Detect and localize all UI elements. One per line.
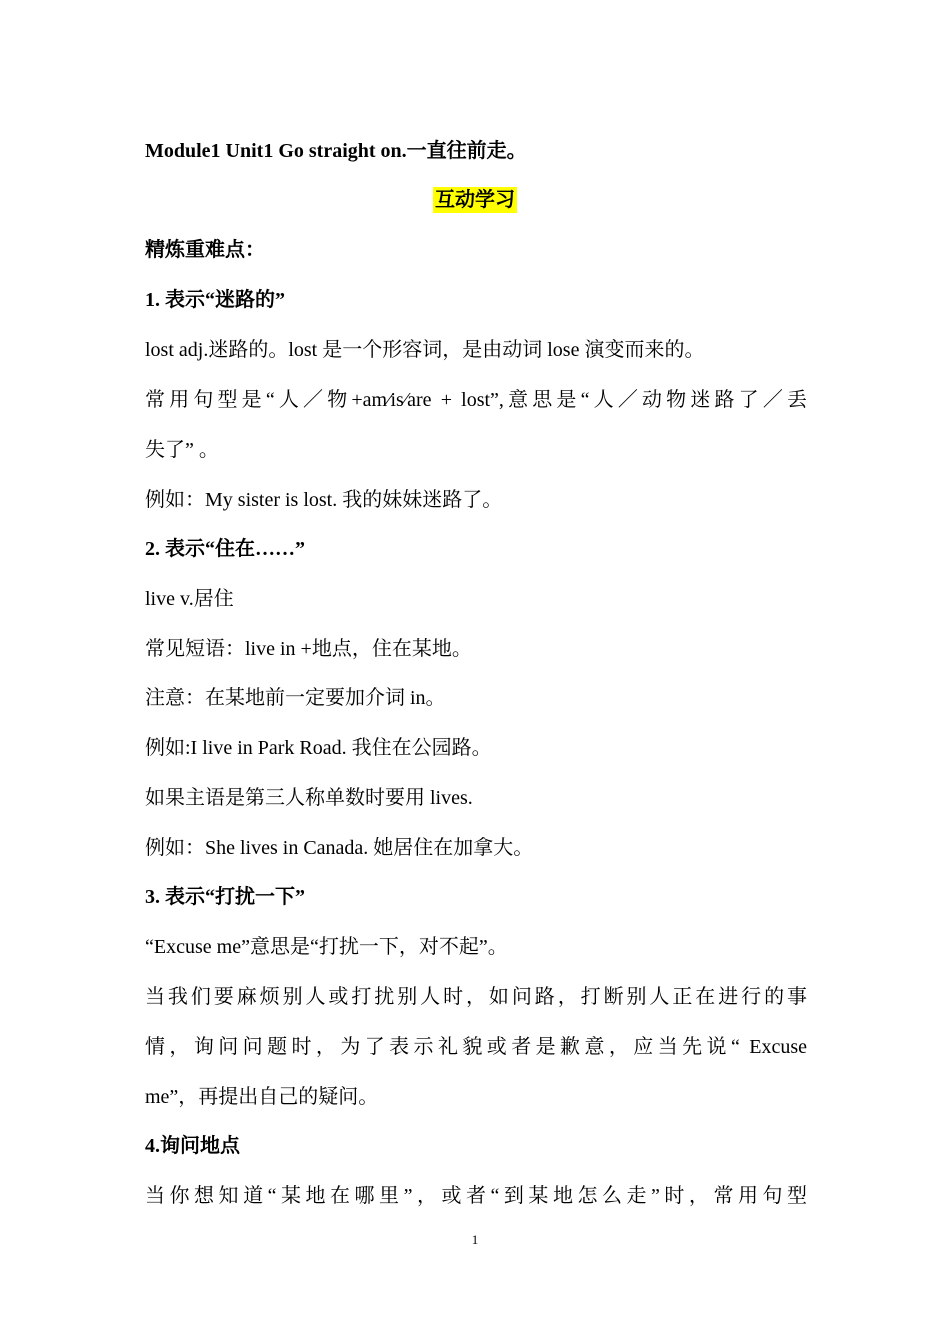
point-2-line-1: live v.居住 — [145, 588, 234, 610]
point-2-line-4: 例如:I live in Park Road. 我住在公园路。 — [145, 737, 492, 759]
point-2-heading: 2. 表示“住在……” — [145, 538, 305, 560]
point-4-line-1: 当你想知道“某地在哪里”，或者“到某地怎么走”时，常用句型 — [145, 1185, 807, 1207]
point-2-line-3: 注意：在某地前一定要加介词 in。 — [145, 687, 446, 709]
point-2-line-5: 如果主语是第三人称单数时要用 lives. — [145, 787, 473, 809]
point-4-heading: 4.询问地点 — [145, 1135, 240, 1157]
document-title: Module1 Unit1 Go straight on.一直往前走。 — [145, 140, 527, 162]
point-1-heading: 1. 表示“迷路的” — [145, 289, 285, 311]
point-1-line-2: 常用句型是“人／物+am⁄is⁄are + lost”,意思是“人／动物迷路了／丢 — [145, 389, 807, 411]
point-1-line-4: 例如：My sister is lost. 我的妹妹迷路了。 — [145, 489, 503, 511]
point-2-line-6: 例如：She lives in Canada. 她居住在加拿大。 — [145, 837, 534, 859]
subheading: 精炼重难点： — [145, 239, 265, 261]
section-heading: 互动学习 — [435, 189, 515, 211]
point-3-line-3: 情，询问问题时，为了表示礼貌或者是歉意，应当先说“ Excuse — [145, 1036, 807, 1058]
page-number: 1 — [471, 1232, 479, 1247]
point-3-line-2: 当我们要麻烦别人或打扰别人时，如问路，打断别人正在进行的事 — [145, 986, 807, 1008]
point-1-line-1: lost adj.迷路的。lost 是一个形容词，是由动词 lose 演变而来的。 — [145, 339, 705, 361]
point-3-line-4: me”，再提出自己的疑问。 — [145, 1086, 379, 1108]
point-3-line-1: “Excuse me”意思是“打扰一下，对不起”。 — [145, 936, 508, 958]
point-2-line-2: 常见短语：live in +地点，住在某地。 — [145, 638, 472, 660]
point-1-line-3: 失了” 。 — [145, 439, 219, 461]
section-heading-wrapper — [0, 187, 950, 213]
point-3-heading: 3. 表示“打扰一下” — [145, 886, 305, 908]
